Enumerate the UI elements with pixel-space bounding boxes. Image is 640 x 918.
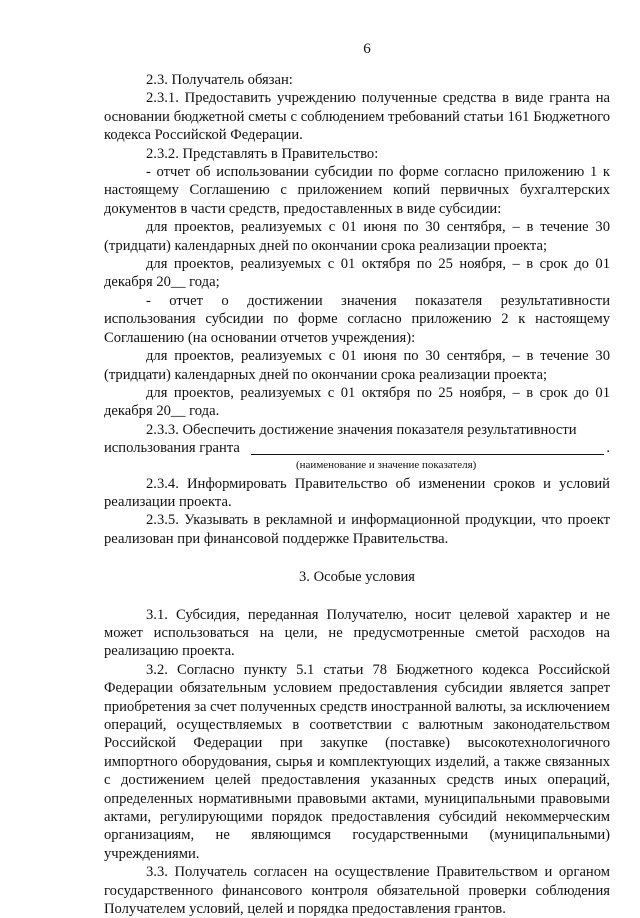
report-item-2-deadline-b: для проектов, реализуемых с 01 октября по 25 ноября, – в срок до 01 декабря 20__ года. xyxy=(104,384,610,420)
clause-2-3-4: 2.3.4. Информировать Правительство об изменении сроков и условий реализации проекта. xyxy=(104,475,610,510)
clause-2-3-2: 2.3.2. Представлять в Правительство: xyxy=(146,145,379,162)
clause-2-3-1: 2.3.1. Предоставить учреждению полученные средства в виде гранта на основании бюджетной сметы с соблюдением требований статьи 161 Бюджетного кодекса Российской Федерации. xyxy=(104,90,610,144)
clause-2-3-3: 2.3.3. Обеспечить достижение значения показателя результативности xyxy=(146,421,577,438)
clause-3-1: 3.1. Субсидия, переданная Получателю, носит целевой характер и не может использоваться на цели, не предусмотренные сметой расходов на реализацию проекта. xyxy=(104,606,610,660)
indicator-fill-line xyxy=(104,439,610,457)
clause-2-3-5: 2.3.5. Указывать в рекламной и информационной продукции, что проект реализован при финансовой поддержке Правительства. xyxy=(104,512,610,547)
report-item-1: - отчет об использовании субсидии по форме согласно приложению 1 к настоящему Соглашению с приложением копий первичных бухгалтерских документов в части средств, предоставленных в виде субсидии: xyxy=(104,164,610,217)
report-item-1-deadline-a: для проектов, реализуемых с 01 июня по 30 сентября, – в течение 30 (тридцати) календарных дней по окончании срока реализации проекта; xyxy=(104,219,610,254)
report-item-1-deadline-b: для проектов, реализуемых с 01 октября по 25 ноября, – в срок до 01 декабря 20__ года; xyxy=(104,256,610,291)
clause-3-3: 3.3. Получатель согласен на осуществление Правительством и органом государственного финансового контроля обязательной проверки соблюдения Получателем условий, целей и порядка предоставления грантов. xyxy=(104,864,610,918)
section-3-heading: 3. Особые условия xyxy=(298,569,416,586)
report-item-2-deadline-a: для проектов, реализуемых с 01 июня по 30 сентября, – в течение 30 (тридцати) календарных дней по окончании срока реализации проекта; xyxy=(104,348,610,383)
indicator-caption: (наименование и значение показателя) xyxy=(296,458,477,471)
clause-2-3: 2.3. Получатель обязан: xyxy=(146,72,293,88)
indicator-blank-rule xyxy=(251,454,604,455)
report-item-2: - отчет о достижении значения показателя результативности использования субсидии по форме согласно приложению 2 к настоящему Соглашению (на основании отчетов учреждения): xyxy=(104,292,610,346)
indicator-line-end: . xyxy=(606,440,610,457)
clause-3-2: 3.2. Согласно пункту 5.1 статьи 78 Бюджетного кодекса Российской Федерации обязательным условием предоставления субсидии является запрет приобретения за счет полученных средств иностранной валюты, за исключением операций, осуществляемых в соответствии с валютным законодательством Российской Федерации при закупке (поставке) высокотехнологичного импортного оборудования, сырья и комплектующих изделий, а также связанных с достижением целей предоставления указанных средств иных операций, определенных нормативными правовыми актами, муниципальными правовыми актами, регулирующими порядок предоставления субсидий некоммерческим организациям, не являющимся государственными (муниципальными) учреждениями. xyxy=(104,661,611,862)
page-number: 6 xyxy=(363,41,371,57)
indicator-line-label: использования гранта xyxy=(104,440,240,457)
